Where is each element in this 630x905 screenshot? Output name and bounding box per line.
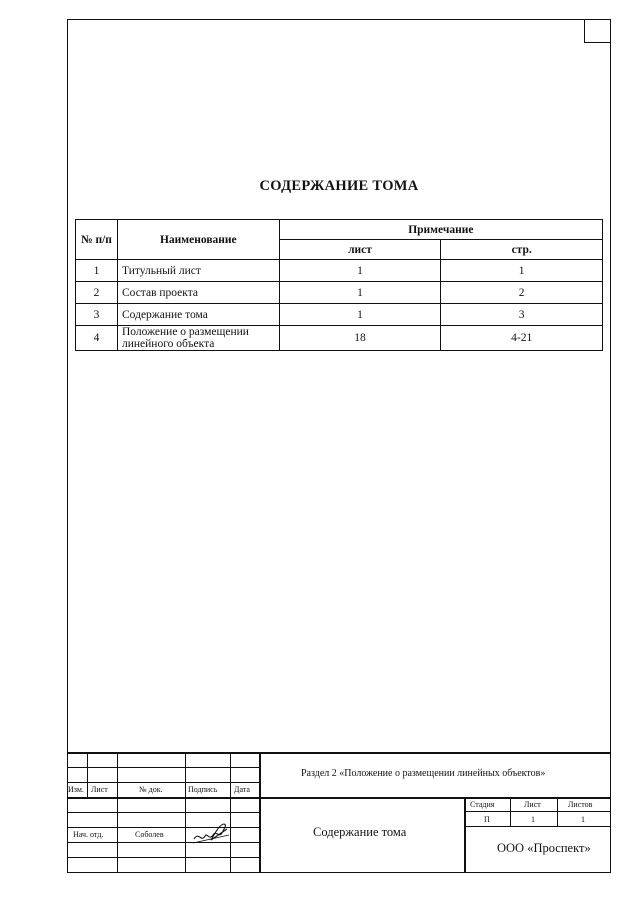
stamp-line xyxy=(117,752,118,873)
row-number: 2 xyxy=(76,282,118,304)
stamp-izm-label: Изм. xyxy=(68,785,84,794)
stamp-sheets-value: 1 xyxy=(581,815,585,824)
row-number: 4 xyxy=(76,326,118,351)
table-row xyxy=(76,282,603,304)
stamp-line xyxy=(230,752,231,873)
stamp-document-title: Содержание тома xyxy=(313,825,407,839)
stamp-line xyxy=(464,826,611,827)
header-note: Примечание xyxy=(279,220,602,240)
corner-stamp-box xyxy=(584,19,611,43)
row-name: Положение о размещении линейного объекта xyxy=(118,326,280,351)
row-page: 4-21 xyxy=(441,326,603,351)
row-name: Содержание тома xyxy=(118,304,280,326)
stamp-line xyxy=(185,752,186,873)
stamp-stage-label: Стадия xyxy=(470,800,495,809)
row-page: 3 xyxy=(441,304,603,326)
header-number: № п/п xyxy=(76,220,118,260)
stamp-line xyxy=(67,797,611,799)
stamp-person: Соболев xyxy=(135,830,164,839)
stamp-list-label: Лист xyxy=(91,785,108,794)
table-row xyxy=(76,304,603,326)
stamp-section-title: Раздел 2 «Положение о размещении линейных объектов» xyxy=(301,768,546,779)
row-sheet: 18 xyxy=(279,326,441,351)
stamp-organization: ООО «Проспект» xyxy=(497,841,591,855)
title-block xyxy=(67,752,611,873)
stamp-signature-label: Подпись xyxy=(188,785,218,794)
table-row xyxy=(76,326,603,351)
contents-table xyxy=(75,219,603,351)
row-sheet: 1 xyxy=(279,260,441,282)
table-row xyxy=(76,260,603,282)
header-name: Наименование xyxy=(118,220,280,260)
stamp-sheet-value: 1 xyxy=(531,815,535,824)
row-page: 1 xyxy=(441,260,603,282)
row-name: Титульный лист xyxy=(118,260,280,282)
stamp-line xyxy=(87,752,88,797)
document-title: СОДЕРЖАНИЕ ТОМА xyxy=(259,178,419,194)
stamp-line xyxy=(557,797,558,827)
row-number: 1 xyxy=(76,260,118,282)
stamp-stage-value: П xyxy=(484,815,490,824)
stamp-docno-label: № док. xyxy=(139,785,163,794)
stamp-line xyxy=(464,797,466,873)
row-sheet: 1 xyxy=(279,304,441,326)
header-sheet: лист xyxy=(279,240,441,260)
row-sheet: 1 xyxy=(279,282,441,304)
stamp-line xyxy=(464,811,611,812)
stamp-date-label: Дата xyxy=(234,785,250,794)
stamp-line xyxy=(67,752,611,754)
stamp-line xyxy=(259,752,261,873)
row-page: 2 xyxy=(441,282,603,304)
header-page: стр. xyxy=(441,240,603,260)
stamp-sheets-label: Листов xyxy=(568,800,593,809)
stamp-sheet-label: Лист xyxy=(524,800,541,809)
row-number: 3 xyxy=(76,304,118,326)
document-frame xyxy=(67,19,611,873)
stamp-role: Нач. отд. xyxy=(73,830,104,839)
signature-icon xyxy=(191,821,231,849)
row-name: Состав проекта xyxy=(118,282,280,304)
stamp-line xyxy=(510,797,511,827)
